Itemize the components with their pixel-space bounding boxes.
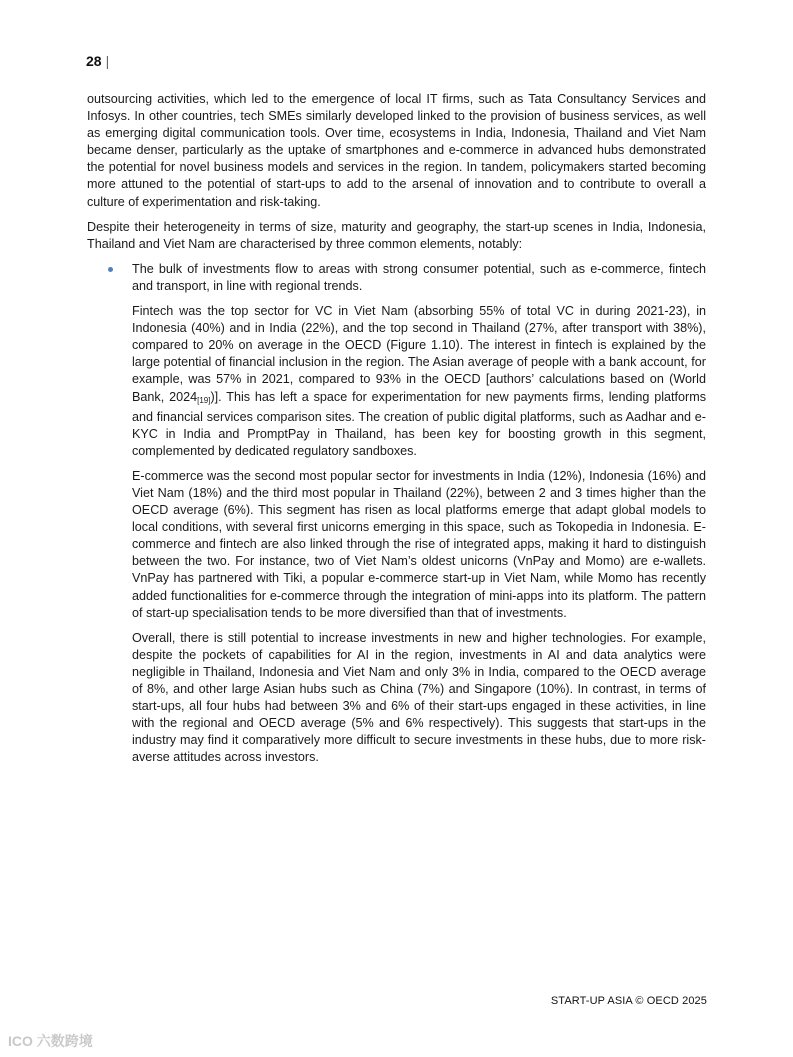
paragraph-fintech — [132, 303, 706, 460]
bullet-lead-text: The bulk of investments flow to areas with strong consumer potential, such as e-commerce, fintech and transport, in line with regional trends. — [132, 261, 706, 293]
page-number-value: 28 — [86, 53, 102, 69]
bullet-item-investments — [132, 261, 706, 767]
fintech-text-start: Fintech was the top sector for VC in Viet Nam (absorbing 55% of total VC in during 2021-23), in Indonesia (40%) and in India (22%), and the top second in Thailand (27%, after transport with 38%), compared to 20% on average in the OECD (Figure 1.10). The interest in fintech is explained by the large potential of financial inclusion in the region. The Asian average of people with a bank account, for example, was 57% in 2021, compared to 93% in the OECD [authors’ calculations based on (World Bank, 2024 — [132, 304, 706, 404]
bullet-list — [87, 261, 706, 767]
watermark-logo: ICO 六数跨境 — [8, 1033, 93, 1049]
bullet-dot-icon — [108, 267, 113, 272]
reference-link-19[interactable]: [19] — [197, 395, 211, 405]
page-number-separator: | — [105, 53, 110, 69]
fintech-text-end: )]. This has left a space for experimentation for new payments firms, lending platforms and financial services comparison sites. The creation of public digital platforms, such as Aadhar and e-KYC in India and PromptPay in Thailand, has been key for boosting growth in this segment, complemented by dedicated regulatory sandboxes. — [132, 389, 706, 458]
paragraph-intro-continued: outsourcing activities, which led to the emergence of local IT firms, such as Tata Consultancy Services and Infosys. In other countries, tech SMEs similarly developed linked to the provision of business services, as well as emerging digital communication tools. Over time, ecosystems in India, Indonesia, Thailand and Viet Nam became denser, particularly as the uptake of smartphones and e-commerce in advanced hubs demonstrated the potential for novel business models and services in the region. In tandem, policymakers started becoming more attuned to the potential of start-ups to add to the arsenal of innovation and to contribute to overall a culture of experimentation and risk-taking. — [87, 92, 706, 209]
paragraph-overall: Overall, there is still potential to increase investments in new and higher technologies. For example, despite the pockets of capabilities for AI in the region, investments in AI and data analytics were negligible in Thailand, Indonesia and Viet Nam and only 3% in India, compared to the OECD average of 8%, and other large Asian hubs such as China (7%) and Singapore (10%). In contrast, in terms of start-ups, all four hubs had between 3% and 6% of their start-ups engaged in these activities, in line with the regional and OECD average (5% and 6% respectively). This suggests that start-ups in the industry may find it comparatively more difficult to secure investments in these hubs, due to more risk-averse attitudes across investors. — [132, 630, 706, 765]
footer-copyright: START-UP ASIA © OECD 2025 — [550, 995, 707, 1007]
page-number — [86, 53, 109, 69]
paragraph-ecommerce: E-commerce was the second most popular sector for investments in India (12%), Indonesia (16%) and Viet Nam (18%) and the third most popular in Thailand (22%), between 2 and 3 times higher than the OECD average (6%). This segment has risen as local platforms emerge that adapt global models to local conditions, with several first unicorns emerging in this space, such as Tokopedia in Indonesia. E-commerce and fintech are also linked through the rise of integrated apps, making it hard to distinguish between the two. For instance, two of Viet Nam’s oldest unicorns (VnPay and Momo) are e-wallets. VnPay has partnered with Tiki, a popular e-commerce start-up in Viet Nam, while Momo has recently added functionalities for e-commerce through the integration of mini-apps into its platform. The pattern of start-up specialisation tends to be more diversified than that of investments. — [132, 468, 706, 620]
main-content — [87, 91, 706, 774]
paragraph-common-elements: Despite their heterogeneity in terms of size, maturity and geography, the start-up scenes in India, Indonesia, Thailand and Viet Nam are characterised by three common elements, notably: — [87, 219, 706, 251]
